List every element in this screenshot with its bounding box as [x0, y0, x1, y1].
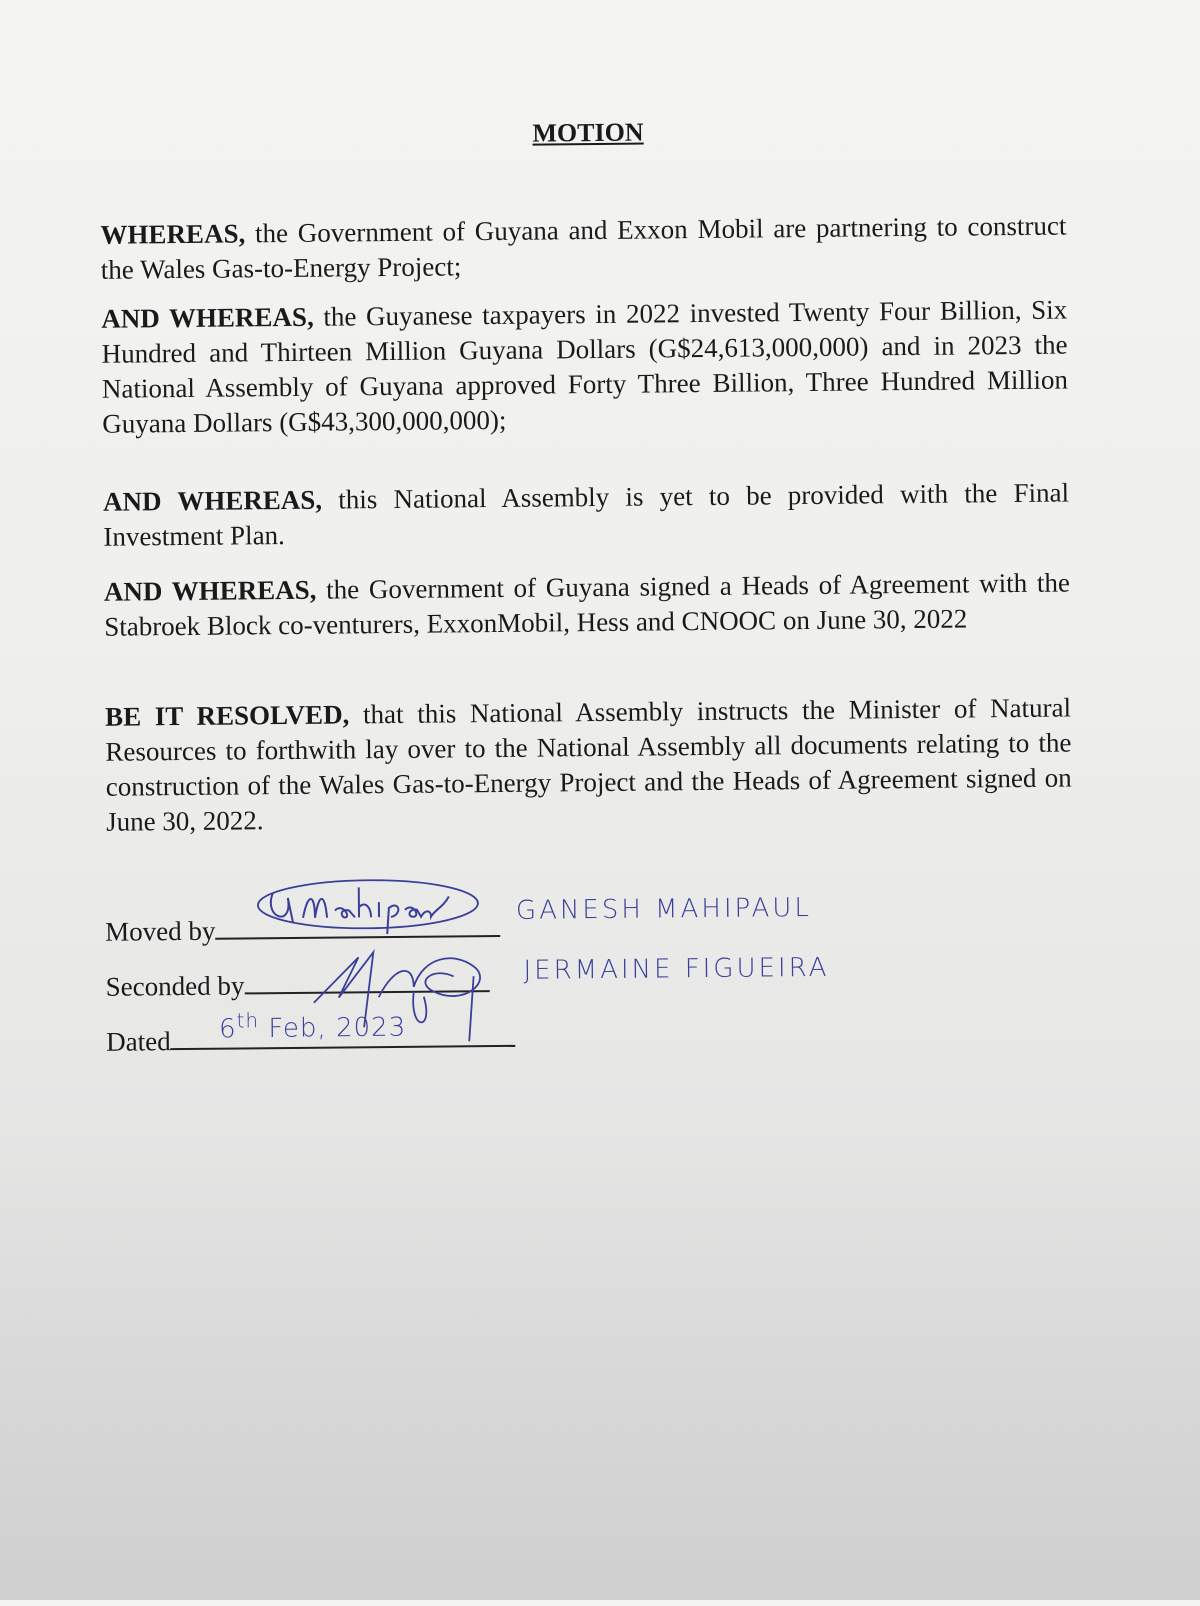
- dated-day: 6: [218, 1014, 237, 1045]
- dated-suffix: th: [236, 1008, 260, 1033]
- document-title: MOTION: [532, 117, 644, 148]
- dated-rest: Feb, 2023: [268, 1012, 407, 1044]
- moved-by-label: Moved by: [105, 915, 216, 947]
- paragraph-text: the Government of Guyana and Exxon Mobil are partnering to construct the Wales Gas-to-Energy Project;: [100, 210, 1067, 285]
- paragraph-resolved: [105, 690, 1072, 839]
- paragraph-lead: AND WHEREAS,: [103, 574, 317, 607]
- paragraph-whereas-3: [103, 475, 1070, 554]
- paragraph-lead: BE IT RESOLVED,: [104, 699, 350, 732]
- paragraph-lead: WHEREAS,: [100, 218, 246, 250]
- seconded-by-label: Seconded by: [105, 970, 245, 1002]
- paragraph-text: the Guyanese taxpayers in 2022 invested Twenty Four Billion, Six Hundred and Thirteen Million Guyana Dollars (G$24,613,000,000) and in 2023 the National Assembly of Guyana approved Forty Three Billion, Three Hundred Million Guyana Dollars (G$43,300,000,000);: [101, 294, 1069, 439]
- paragraph-whereas-4: [104, 565, 1071, 644]
- paragraph-lead: AND WHEREAS,: [102, 484, 323, 517]
- mahipaul-signature: [253, 871, 514, 943]
- paragraph-text: this National Assembly is yet to be provided with the Final Investment Plan.: [103, 477, 1070, 552]
- paragraph-lead: AND WHEREAS,: [101, 301, 314, 334]
- dated-label: Dated: [106, 1026, 171, 1057]
- dated-value: [219, 1007, 406, 1044]
- paragraph-whereas-1: [100, 209, 1067, 288]
- paragraph-text: the Government of Guyana signed a Heads of Agreement with the Stabroek Block co-venturers, ExxonMobil, Hess and CNOOC on June 30, 2022: [104, 567, 1070, 642]
- seconded-by-name: JERMAINE FIGUEIRA: [523, 952, 830, 986]
- moved-by-name: GANESH MAHIPAUL: [515, 892, 813, 926]
- paragraph-whereas-2: [101, 293, 1068, 442]
- paragraph-text: that this National Assembly instructs the Minister of Natural Resources to forthwith lay over to the National Assembly all documents relating to the construction of the Wales Gas-to-Energy Project and the Heads of Agreement signed on June 30, 2022.: [105, 692, 1072, 837]
